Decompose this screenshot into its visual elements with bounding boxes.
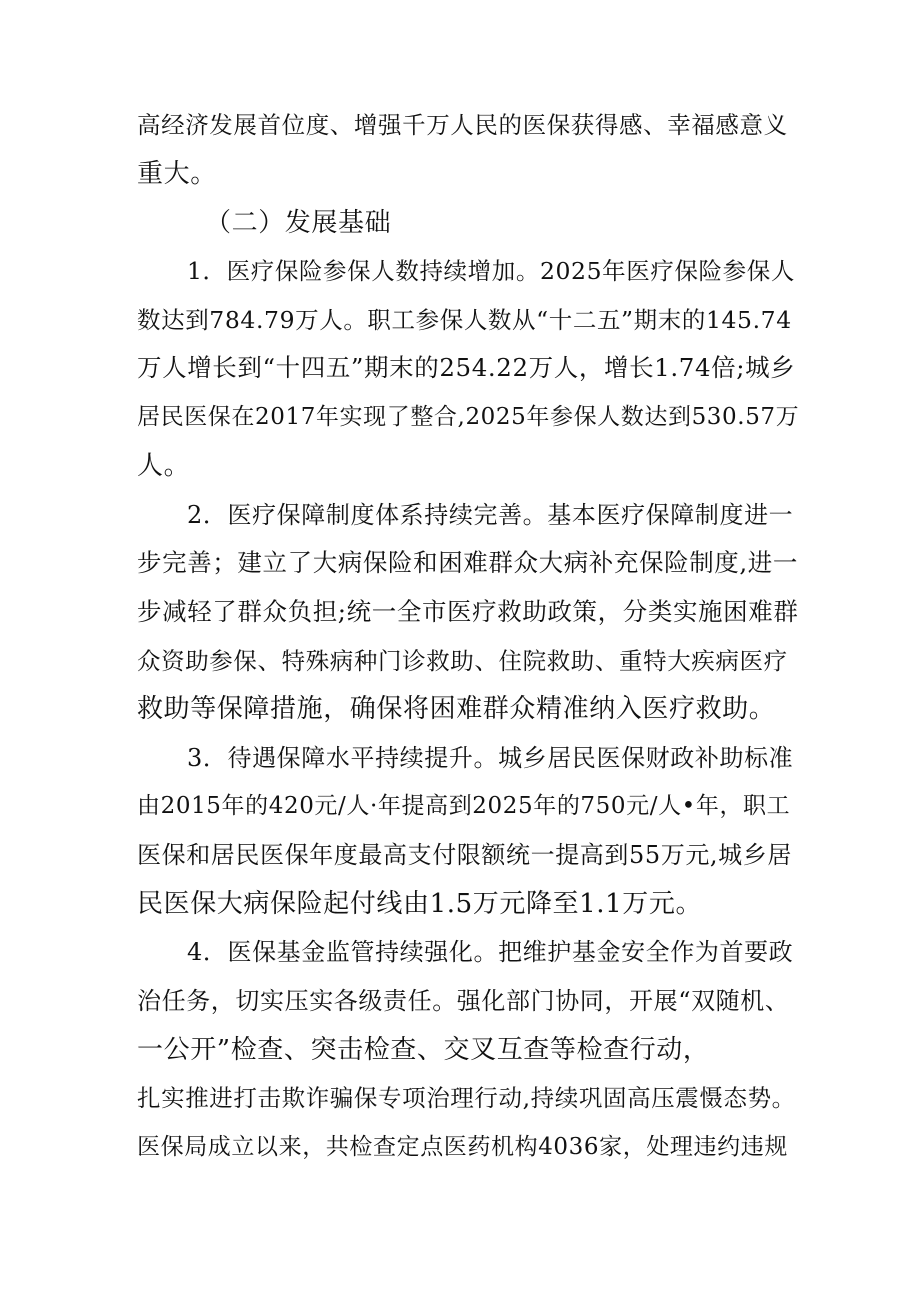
paragraph-line: 居民医保在2017年实现了整合,2025年参保人数达到530.57万 xyxy=(137,404,800,430)
paragraph-line: 高经济发展首位度、增强千万人民的医保获得感、幸福感意义 xyxy=(137,111,788,139)
paragraph-line: 一公开”检查、突击检查、交叉互查等检查行动， xyxy=(137,1035,710,1065)
paragraph-line: 万人增长到“十四五”期末的254.22万人，增长1.74倍;城乡 xyxy=(137,353,796,382)
paragraph-line: 众资助参保、特殊病种门诊救助、住院救助、重特大疾病医疗 xyxy=(137,647,788,675)
paragraph-line: 民医保大病保险起付线由1.5万元降至1.1万元。 xyxy=(137,889,703,919)
section-heading: （二）发展基础 xyxy=(205,208,392,238)
paragraph-line: 人。 xyxy=(137,451,191,481)
paragraph-line: 3．待遇保障水平持续提升。城乡居民医保财政补助标准 xyxy=(187,744,794,772)
paragraph-line: 救助等保障措施，确保将困难群众精准纳入医疗救助。 xyxy=(137,694,776,724)
paragraph-line: 医保和居民医保年度最高支付限额统一提高到55万元,城乡居 xyxy=(137,841,792,869)
paragraph-line: 数达到784.79万人。职工参保人数从“十二五”期末的145.74 xyxy=(137,306,792,334)
paragraph-line: 1．医疗保险参保人数持续增加。2025年医疗保险参保人 xyxy=(187,257,795,285)
paragraph-line: 4．医保基金监管持续强化。把维护基金安全作为首要政 xyxy=(187,938,794,966)
paragraph-line: 由2015年的420元/人·年提高到2025年的750元/人•年，职工 xyxy=(137,793,791,819)
paragraph-line: 步减轻了群众负担;统一全市医疗救助政策，分类实施困难群 xyxy=(137,597,799,626)
paragraph-line: 治任务，切实压实各级责任。强化部门协同，开展“双随机、 xyxy=(137,987,790,1015)
paragraph-line: 扎实推进打击欺诈骗保专项治理行动,持续巩固高压震慑态势。 xyxy=(137,1084,796,1112)
paragraph-line: 医保局成立以来，共检查定点医药机构4036家，处理违约违规 xyxy=(137,1134,788,1160)
paragraph-line: 重大。 xyxy=(137,159,217,189)
paragraph-line: 步完善；建立了大病保险和困难群众大病补充保险制度,进一 xyxy=(137,548,798,577)
paragraph-line: 2．医疗保障制度体系持续完善。基本医疗保障制度进一 xyxy=(187,501,794,529)
